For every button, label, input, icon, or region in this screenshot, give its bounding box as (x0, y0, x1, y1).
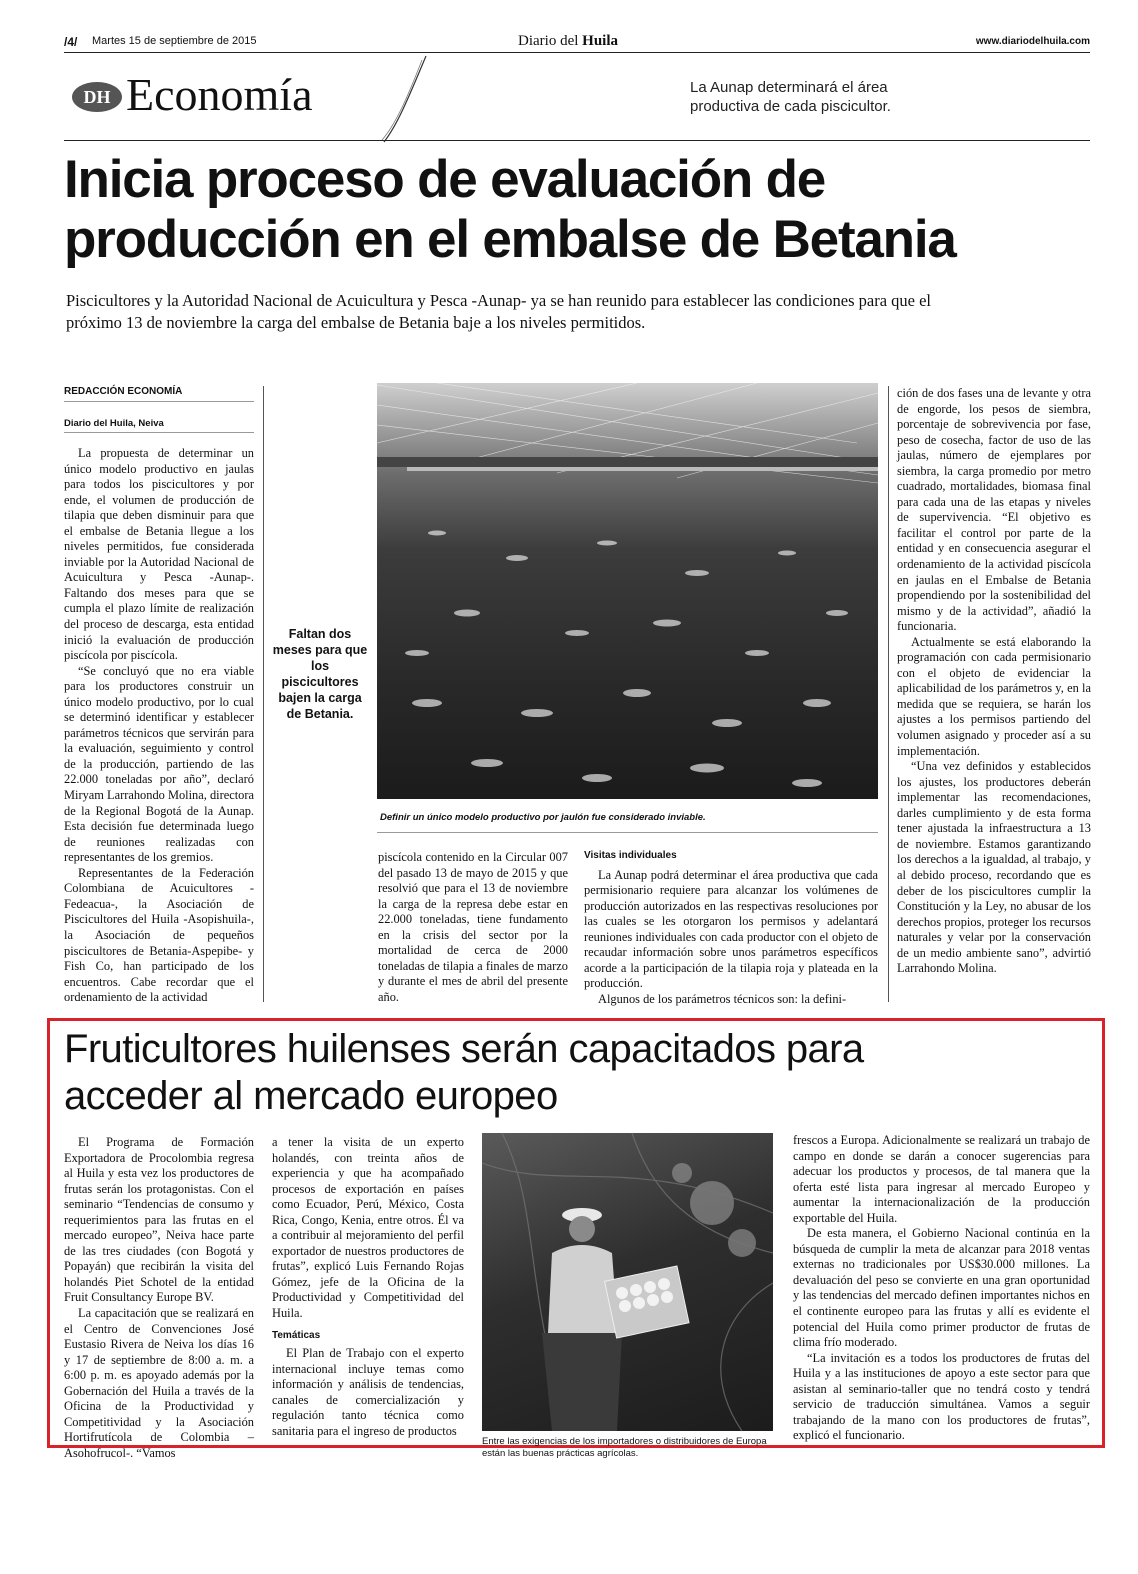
subhead-visitas: Visitas individuales (584, 850, 677, 861)
paragraph: frescos a Europa. Adicionalmente se realizará un trabajo de campo en donde se darán a conocer sugerencias para adecuar los productos y procesos, de tal manera que la oferta esté lista para ingresar al mercado Europeo y aumentar la internacionalización de la producción exportable del Huila. (793, 1133, 1090, 1225)
page-number: /4/ (64, 35, 78, 49)
paragraph: “Una vez definidos y establecidos los ajustes, los productores deberán implementar las recomendaciones, darles cumplimiento y de esta forma tener ajustada la infraestructura a 13 de noviembre. Estamos garantizando los derechos a la igualdad, al trabajo, y al debido proceso, recordando que es deber de los piscicultores cumplir la Constitución y la Ley, no abusar de los derechos propios, proteger los recursos naturales y velar por la conservación de un medio ambiente sano”, advirtió Larrahondo Molina. (897, 759, 1091, 976)
paragraph: a tener la visita de un experto holandés, con treinta años de experiencia y que ha acompañado procesos de exportación en países como Ecuador, Perú, México, Costa Rica, Congo, Kenia, entre otros. Él va a contribuir al mejoramiento del perfil exportador de nuestros productores de frutas”, explicó Luis Fernando Rojas Gómez, jefe de la Oficina de la Productividad y Competitividad del Huila. (272, 1135, 464, 1321)
paragraph: De esta manera, el Gobierno Nacional continúa en la búsqueda de cumplir la meta de alcanzar para 2018 ventas externas no tradicionales por US$30.000 millones. La devaluación del peso se convierte en una gran oportunidad y las tendencias del mercado definen importantes nichos en el continente europeo para las frutas y allí es evidente el potencial del Huila como primer productor de frutas de clima frío moderado. (793, 1226, 1090, 1350)
page-header (64, 34, 1090, 50)
paragraph: El Plan de Trabajo con el experto internacional incluye temas como información y análisis de tendencias, canales de comercialización y regulación tanto técnica como sanitaria para el ingreso de productos (272, 1346, 464, 1438)
paragraph: piscícola contenido en la Circular 007 del pasado 13 de mayo de 2015 y que resolvió que para el 13 de noviembre la carga de la represa debe estar en 22.000 toneladas, tiene fundamento en la crisis del sector por la mortalidad de cerca de 2000 toneladas de tilapia a finales de marzo y durante el mes de abril del presente año. (378, 850, 568, 1004)
paragraph: La capacitación que se realizará en el Centro de Convenciones José Eustasio Rivera de Neiva los días 16 y 17 de septiembre de 8:00 a. m. a 6:00 p. m. es apoyado además por la Gobernación del Huila a través de la Oficina de la Productividad y Competitividad y la Asociación Hortifrutícola de Colombia –Asohofrucol-. “Vamos (64, 1306, 254, 1460)
article2-column1 (64, 1135, 254, 1460)
section-title: Economía (126, 69, 313, 120)
website-link[interactable]: www.diariodelhuila.com (975, 36, 1090, 47)
caption-rule (377, 832, 878, 833)
dateline-rule (64, 432, 254, 433)
article1-pullquote: Faltan dos meses para que los piscicultores bajen la carga de Betania. (272, 627, 368, 721)
article1-column1 (64, 446, 254, 1005)
paragraph: La Aunap podrá determinar el área productiva que cada permisionario requiere para alcanzar los volúmenes de producción autorizados en las respectivas resoluciones por las cuales se les otorgaron los permisos y adelantará reuniones individuales con cada productor con el objeto de recaudar información sobre unos parámetros específicos acorde a la participación de la tilapia roja y plateada en la producción. (584, 867, 878, 991)
article1-column4 (897, 386, 1091, 1002)
article1-dateline: Diario del Huila, Neiva (64, 418, 164, 429)
article2-column2 (272, 1135, 464, 1438)
article1-column3 (584, 848, 878, 1006)
section-logo: DH (72, 82, 122, 112)
section-teaser: La Aunap determinará el área productiva de cada piscicultor. (690, 79, 891, 115)
section-rule (64, 140, 1090, 141)
fish-farm-caption: Definir un único modelo productivo por jaulón fue considerado inviable. (380, 812, 706, 823)
paper-name: Diario del Huila (518, 33, 619, 49)
column-divider (263, 386, 264, 1002)
paragraph: Representantes de la Federación Colombiana de Acuicultores -Fedeacua-, la Asociación de Piscicultores del Huila -Asopishuila-, la Asociación de pequeños piscicultores de Betania-Aspepibe- y Fish Co, han participado de los encuentros. Cabe recordar que el ordenamiento de la actividad (64, 865, 254, 1005)
header-rule (64, 52, 1090, 53)
fruit-farmer-photo (482, 1133, 773, 1431)
paragraph: Algunos de los parámetros técnicos son: la defini- (598, 991, 847, 1006)
article1-byline: REDACCIÓN ECONOMÍA (64, 386, 183, 397)
issue-date: Martes 15 de septiembre de 2015 (92, 35, 257, 47)
fish-farm-photo (377, 383, 878, 799)
paragraph: El Programa de Formación Exportadora de Procolombia regresa al Huila y esta vez los productores de frutas serán los protagonistas. Con el seminario “Tendencias de consumo y requerimientos para las frutas en el mercado europeo”, Neiva hace parte de las tres ciudades (con Bogotá y Popayán) que recibirán la visita del holandés Piet Schotel de la entidad Fruit Consultancy Europe BV. (64, 1135, 254, 1305)
paragraph: La propuesta de determinar un único modelo productivo en jaulas para todos los piscicultores y por ende, el volumen de producción de tilapia que deben disminuir para que el embalse de Betania llegue a los niveles permitidos, fue considerada inviable por la Autoridad Nacional de Acuicultura y Pesca -Aunap-. Faltando dos meses para que se cumpla el plazo límite de realización del proceso de descarga, esta entidad inició la evaluación de producción piscícola por piscícola. (64, 446, 254, 663)
section-swoosh (380, 54, 430, 144)
fruit-farmer-caption: Entre las exigencias de los importadores o distribuidores de Europa están las buenas prácticas agrícolas. (482, 1436, 767, 1459)
paragraph: ción de dos fases una de levante y otra de engorde, los pesos de siembra, porcentaje de sobrevivencia por fase, peso de cosecha, factor de uso de las jaulas, número de ejemplares por siembra, la carga promedio por metro cuadrado, mortalidades, biomasa final para cada una de las etapas y niveles de supervivencia. “El objetivo es facilitar el control por parte de la entidad y en consecuencia asegurar el ordenamiento de la actividad piscícola en jaulas en el Embalse de Betania propendiendo por la sostenibilidad del mismo y de la actividad”, añadió la funcionaria. (897, 386, 1091, 634)
paragraph: Actualmente se está elaborando la programación con cada permisionario con el objeto de evidenciar la aplicabilidad de los parámetros y, en la medida que se requiera, se harán los ajustes a los permisos partiendo del volumen asignado y proceder así a su implementación. (897, 634, 1091, 758)
article1-lede: Piscicultores y la Autoridad Nacional de Acuicultura y Pesca -Aunap- ya se han reunido para establecer las condiciones para que el próximo 13 de noviembre la carga del embalse de Betania baje a los niveles permitidos. (66, 291, 932, 332)
byline-rule (64, 401, 254, 402)
fruit-farmer-photo-art (482, 1133, 773, 1431)
article2-column4 (793, 1133, 1090, 1443)
paragraph: “Se concluyó que no era viable para los productores construir un único modelo productivo, por lo cual se determinó identificar y establecer parámetros técnicos que servirán para la evaluación, seguimiento y control de la producción, partiendo de las 22.000 toneladas por año”, declaró Miryam Larrahondo Molina, directora de la Regional Bogotá de la Aunap. Esta decisión fue determinada luego de reuniones realizadas con representantes de los gremios. (64, 663, 254, 865)
subhead-tematicas: Temáticas (272, 1329, 321, 1341)
fish-farm-photo-art (377, 383, 878, 799)
article2-headline: Fruticultores huilenses serán capacitados para acceder al mercado europeo (64, 1027, 864, 1118)
article1-headline: Inicia proceso de evaluación de producción en el embalse de Betania (64, 150, 956, 269)
column-divider (888, 386, 889, 1002)
paragraph: “La invitación es a todos los productores de frutas del Huila y a las instituciones de apoyo a este sector para que asistan al seminario-taller que no tendrá costo y tendrá servicio de traducción simultánea. Vamos a seguir trabajando de la mano con los productores de frutas”, explicó el funcionario. (793, 1350, 1090, 1443)
article1-column2 (378, 850, 568, 1002)
